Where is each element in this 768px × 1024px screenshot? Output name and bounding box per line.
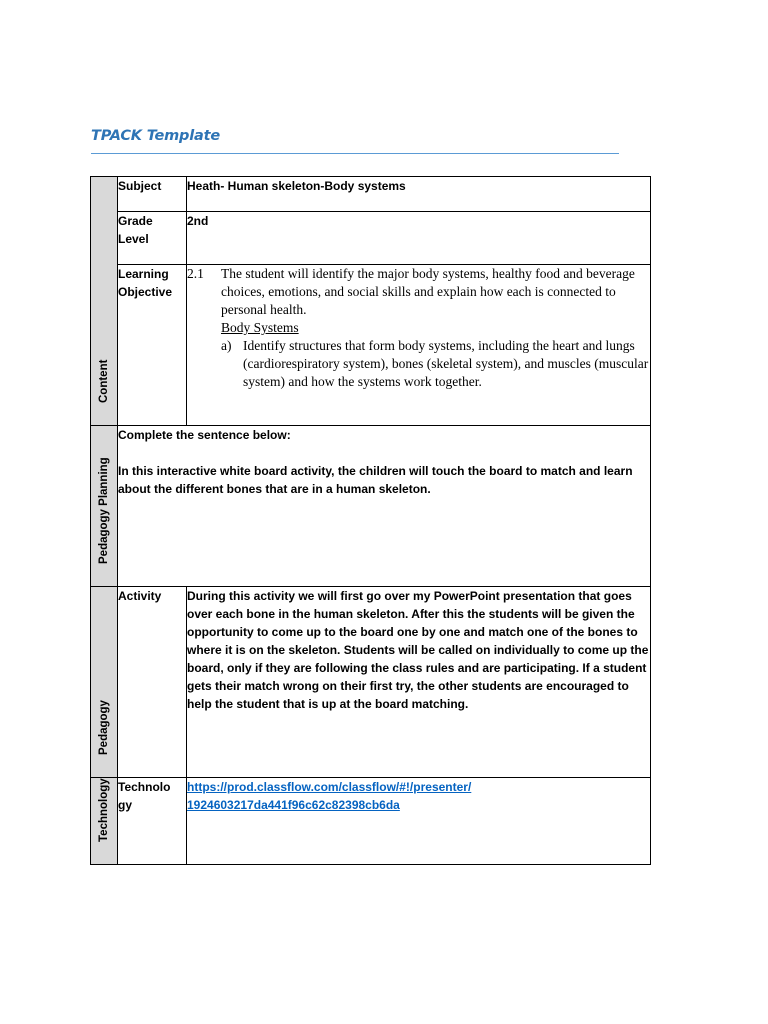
activity-row bbox=[91, 587, 651, 778]
subject-value: Heath- Human skeleton-Body systems bbox=[187, 177, 651, 212]
tpack-table bbox=[90, 176, 651, 865]
technology-section-label-cell bbox=[91, 778, 118, 865]
content-section-label-cell bbox=[91, 177, 118, 426]
subject-row bbox=[91, 177, 651, 212]
activity-value: During this activity we will first go over my PowerPoint presentation that goes over each bone in the human skeleton. After this the students will be given the opportunity to come up to the board one by one and match one of the bones to where it is on the skeleton. Students will be called on individually to come up the board, only if they are following the class rules and are participating. If a student gets their match wrong on their first try, the other students are encouraged to help the student that is up at the board matching. bbox=[187, 587, 651, 778]
objective-label bbox=[118, 265, 187, 426]
content-section-label: Content bbox=[98, 359, 110, 403]
planning-prompt: Complete the sentence below: bbox=[118, 428, 291, 442]
planning-text: In this interactive white board activity, the children will touch the board to match and learn about the different bones that are in a human skeleton. bbox=[118, 464, 633, 496]
grade-label-line2: Level bbox=[118, 232, 149, 246]
technology-label-line1: Technolo bbox=[118, 780, 171, 794]
objective-row bbox=[91, 265, 651, 426]
subject-label: Subject bbox=[118, 177, 187, 212]
technology-label-line2: gy bbox=[118, 798, 133, 812]
grade-row bbox=[91, 212, 651, 265]
grade-label bbox=[118, 212, 187, 265]
technology-row bbox=[91, 778, 651, 865]
pedagogy-section-label-cell bbox=[91, 587, 118, 778]
classflow-link-line1: https://prod.classflow.com/classflow/#!/presenter/ bbox=[187, 780, 472, 794]
objective-text: The student will identify the major body systems, healthy food and beverage choices, emotions, and social skills and explain how each is connected to personal health. bbox=[221, 266, 635, 317]
objective-label-line2: Objective bbox=[118, 285, 173, 299]
classflow-link-line2: 1924603217da441f96c62c82398cb6da bbox=[187, 798, 400, 812]
title-underline-rule bbox=[91, 153, 619, 154]
planning-row bbox=[91, 426, 651, 587]
technology-label bbox=[118, 778, 187, 865]
pedagogy-section-label: Pedagogy bbox=[98, 700, 110, 755]
objective-value bbox=[187, 265, 651, 426]
objective-sub-letter: a) bbox=[221, 338, 232, 353]
classflow-link[interactable] bbox=[187, 780, 471, 812]
grade-value: 2nd bbox=[187, 212, 651, 265]
planning-content bbox=[118, 426, 651, 587]
technology-value bbox=[187, 778, 651, 865]
planning-section-label-cell bbox=[91, 426, 118, 587]
objective-number: 2.1 bbox=[187, 266, 204, 281]
activity-label: Activity bbox=[118, 587, 187, 778]
planning-section-label: Pedagogy Planning bbox=[98, 457, 110, 564]
grade-label-line1: Grade bbox=[118, 214, 153, 228]
objective-heading: Body Systems bbox=[221, 320, 299, 335]
document-title: TPACK Template bbox=[91, 128, 220, 144]
objective-sub-text: Identify structures that form body systems, including the heart and lungs (cardiorespiratory system), bones (skeletal system), and muscles (muscular system) and how the systems work together. bbox=[243, 338, 649, 389]
technology-section-label: Technology bbox=[98, 778, 110, 842]
objective-label-line1: Learning bbox=[118, 267, 169, 281]
